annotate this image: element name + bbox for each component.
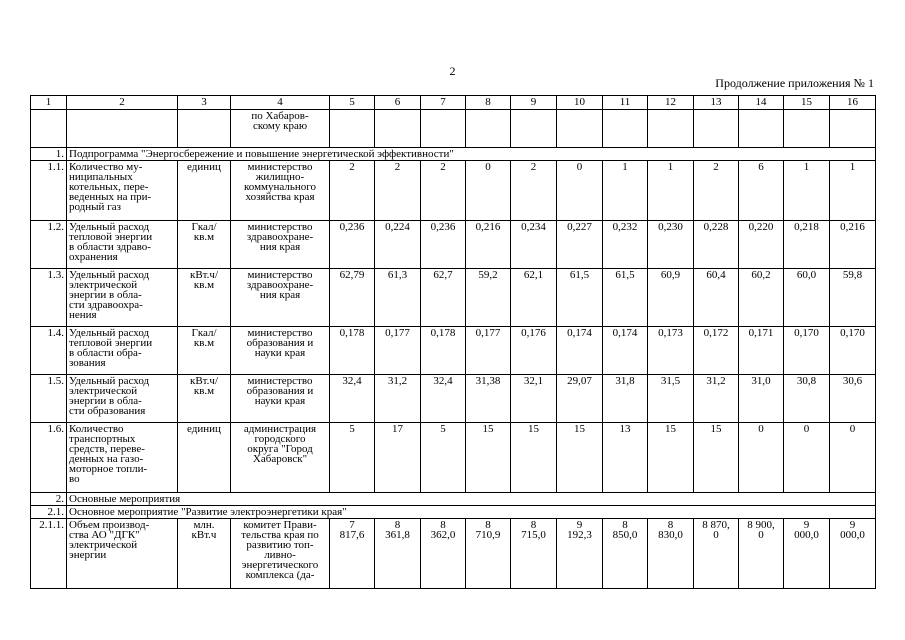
value-cell: 62,79 xyxy=(330,269,375,327)
unit-cell: единиц xyxy=(178,161,231,221)
value-cell: 61,5 xyxy=(603,269,648,327)
value-cell: 2 xyxy=(694,161,739,221)
indicators-table xyxy=(30,95,876,589)
value-cell: 0,170 xyxy=(784,327,830,375)
value-cell: 61,3 xyxy=(375,269,421,327)
value-cell: 15 xyxy=(466,423,511,493)
header-cell: 9 xyxy=(511,96,557,110)
indicator-name: Удельный расход электрической энергии в обла- сти образования xyxy=(67,375,178,423)
value-cell: 0,177 xyxy=(466,327,511,375)
header-row xyxy=(31,96,876,110)
value-cell: 8 870, 0 xyxy=(694,519,739,589)
header-cell: 14 xyxy=(739,96,784,110)
value-cell: 0,236 xyxy=(330,221,375,269)
continuation-row xyxy=(31,110,876,148)
value-cell: 0,216 xyxy=(830,221,876,269)
table-cell xyxy=(466,110,511,148)
value-cell: 0 xyxy=(466,161,511,221)
continuation-caption: Продолжение приложения № 1 xyxy=(715,76,874,90)
value-cell: 9 192,3 xyxy=(557,519,603,589)
header-cell: 13 xyxy=(694,96,739,110)
value-cell: 0,176 xyxy=(511,327,557,375)
value-cell: 6 xyxy=(739,161,784,221)
value-cell: 60,0 xyxy=(784,269,830,327)
unit-cell: Гкал/ кв.м xyxy=(178,327,231,375)
indicator-name: Удельный расход электрической энергии в обла- сти здравоохра- нения xyxy=(67,269,178,327)
value-cell: 60,9 xyxy=(648,269,694,327)
value-cell: 0,218 xyxy=(784,221,830,269)
value-cell: 8 715,0 xyxy=(511,519,557,589)
responsible-cell: министерство здравоохране- ния края xyxy=(231,221,330,269)
value-cell: 1 xyxy=(784,161,830,221)
value-cell: 0,220 xyxy=(739,221,784,269)
value-cell: 59,8 xyxy=(830,269,876,327)
value-cell: 13 xyxy=(603,423,648,493)
unit-cell: млн. кВт.ч xyxy=(178,519,231,589)
value-cell: 15 xyxy=(694,423,739,493)
row-number: 1.2. xyxy=(31,221,67,269)
section-row xyxy=(31,506,876,519)
table-cell xyxy=(67,110,178,148)
value-cell: 0,178 xyxy=(330,327,375,375)
value-cell: 0,178 xyxy=(421,327,466,375)
value-cell: 8 361,8 xyxy=(375,519,421,589)
unit-cell: кВт.ч/ кв.м xyxy=(178,375,231,423)
page-number: 2 xyxy=(449,64,456,78)
table-cell xyxy=(739,110,784,148)
value-cell: 31,8 xyxy=(603,375,648,423)
value-cell: 60,4 xyxy=(694,269,739,327)
row-number: 1.3. xyxy=(31,269,67,327)
responsible-cell: министерство здравоохране- ния края xyxy=(231,269,330,327)
header-cell: 6 xyxy=(375,96,421,110)
value-cell: 7 817,6 xyxy=(330,519,375,589)
table-row xyxy=(31,161,876,221)
table-cell xyxy=(31,110,67,148)
value-cell: 0 xyxy=(739,423,784,493)
value-cell: 62,1 xyxy=(511,269,557,327)
value-cell: 0 xyxy=(830,423,876,493)
table-row xyxy=(31,269,876,327)
value-cell: 61,5 xyxy=(557,269,603,327)
value-cell: 30,6 xyxy=(830,375,876,423)
row-number: 1.1. xyxy=(31,161,67,221)
value-cell: 9 000,0 xyxy=(784,519,830,589)
header-cell: 1 xyxy=(31,96,67,110)
value-cell: 15 xyxy=(648,423,694,493)
table-row xyxy=(31,375,876,423)
value-cell: 0,177 xyxy=(375,327,421,375)
row-number: 1. xyxy=(31,148,67,161)
value-cell: 32,1 xyxy=(511,375,557,423)
value-cell: 2 xyxy=(421,161,466,221)
unit-cell: кВт.ч/ кв.м xyxy=(178,269,231,327)
value-cell: 15 xyxy=(511,423,557,493)
section-title: Основные мероприятия xyxy=(67,493,876,506)
header-cell: 7 xyxy=(421,96,466,110)
indicator-name: Количество транспортных средств, переве- денных на газо- моторное топли- во xyxy=(67,423,178,493)
responsible-cell: министерство образования и науки края xyxy=(231,375,330,423)
row-number: 2.1. xyxy=(31,506,67,519)
value-cell: 0,232 xyxy=(603,221,648,269)
value-cell: 2 xyxy=(511,161,557,221)
table-row xyxy=(31,221,876,269)
table-cell xyxy=(330,110,375,148)
value-cell: 32,4 xyxy=(421,375,466,423)
value-cell: 8 710,9 xyxy=(466,519,511,589)
responsible-cell: комитет Прави- тельства края по развитию топ- ливно- энергетического комплекса (да- xyxy=(231,519,330,589)
value-cell: 0 xyxy=(784,423,830,493)
table-row xyxy=(31,327,876,375)
header-cell: 2 xyxy=(67,96,178,110)
value-cell: 0,224 xyxy=(375,221,421,269)
value-cell: 5 xyxy=(421,423,466,493)
value-cell: 31,2 xyxy=(694,375,739,423)
value-cell: 59,2 xyxy=(466,269,511,327)
table-cell xyxy=(648,110,694,148)
value-cell: 17 xyxy=(375,423,421,493)
indicator-name: Объем производ- ства АО "ДГК" электрической энергии xyxy=(67,519,178,589)
value-cell: 0,216 xyxy=(466,221,511,269)
indicator-name: Количество му- ниципальных котельных, пере- веденных на при- родный газ xyxy=(67,161,178,221)
value-cell: 32,4 xyxy=(330,375,375,423)
table-cell xyxy=(784,110,830,148)
header-cell: 10 xyxy=(557,96,603,110)
value-cell: 0,171 xyxy=(739,327,784,375)
table-row xyxy=(31,423,876,493)
value-cell: 1 xyxy=(830,161,876,221)
value-cell: 8 830,0 xyxy=(648,519,694,589)
header-cell: 4 xyxy=(231,96,330,110)
value-cell: 31,0 xyxy=(739,375,784,423)
value-cell: 0,173 xyxy=(648,327,694,375)
value-cell: 0,230 xyxy=(648,221,694,269)
responsible-cell: министерство жилищно- коммунального хозяйства края xyxy=(231,161,330,221)
value-cell: 31,38 xyxy=(466,375,511,423)
value-cell: 0,174 xyxy=(603,327,648,375)
value-cell: 60,2 xyxy=(739,269,784,327)
row-number: 1.5. xyxy=(31,375,67,423)
value-cell: 9 000,0 xyxy=(830,519,876,589)
value-cell: 1 xyxy=(648,161,694,221)
value-cell: 0,227 xyxy=(557,221,603,269)
value-cell: 0,170 xyxy=(830,327,876,375)
value-cell: 8 850,0 xyxy=(603,519,648,589)
header-cell: 11 xyxy=(603,96,648,110)
unit-cell: Гкал/ кв.м xyxy=(178,221,231,269)
section-row xyxy=(31,493,876,506)
value-cell: 2 xyxy=(375,161,421,221)
responsible-cell: по Хабаров- скому краю xyxy=(231,110,330,148)
table-cell xyxy=(830,110,876,148)
header-cell: 12 xyxy=(648,96,694,110)
table-body xyxy=(31,96,876,589)
value-cell: 5 xyxy=(330,423,375,493)
header-cell: 5 xyxy=(330,96,375,110)
header-cell: 8 xyxy=(466,96,511,110)
table-cell xyxy=(557,110,603,148)
value-cell: 0 xyxy=(557,161,603,221)
value-cell: 29,07 xyxy=(557,375,603,423)
indicator-name: Удельный расход тепловой энергии в области обра- зования xyxy=(67,327,178,375)
header-cell: 16 xyxy=(830,96,876,110)
value-cell: 31,2 xyxy=(375,375,421,423)
value-cell: 31,5 xyxy=(648,375,694,423)
value-cell: 0,174 xyxy=(557,327,603,375)
row-number: 1.4. xyxy=(31,327,67,375)
table-cell xyxy=(178,110,231,148)
table-row xyxy=(31,519,876,589)
table-cell xyxy=(511,110,557,148)
value-cell: 0,234 xyxy=(511,221,557,269)
table-cell xyxy=(421,110,466,148)
value-cell: 8 900, 0 xyxy=(739,519,784,589)
value-cell: 8 362,0 xyxy=(421,519,466,589)
value-cell: 15 xyxy=(557,423,603,493)
header-cell: 3 xyxy=(178,96,231,110)
value-cell: 62,7 xyxy=(421,269,466,327)
row-number: 1.6. xyxy=(31,423,67,493)
row-number: 2.1.1. xyxy=(31,519,67,589)
responsible-cell: администрация городского округа "Город Хабаровск" xyxy=(231,423,330,493)
header-cell: 15 xyxy=(784,96,830,110)
row-number: 2. xyxy=(31,493,67,506)
value-cell: 0,172 xyxy=(694,327,739,375)
table-cell xyxy=(694,110,739,148)
value-cell: 1 xyxy=(603,161,648,221)
section-title: Подпрограмма "Энергосбережение и повышение энергетической эффективности" xyxy=(67,148,876,161)
value-cell: 0,236 xyxy=(421,221,466,269)
indicator-name: Удельный расход тепловой энергии в области здраво- охранения xyxy=(67,221,178,269)
value-cell: 30,8 xyxy=(784,375,830,423)
table-cell xyxy=(603,110,648,148)
value-cell: 0,228 xyxy=(694,221,739,269)
section-title: Основное мероприятие "Развитие электроэнергетики края" xyxy=(67,506,876,519)
section-row xyxy=(31,148,876,161)
unit-cell: единиц xyxy=(178,423,231,493)
value-cell: 2 xyxy=(330,161,375,221)
table-cell xyxy=(375,110,421,148)
responsible-cell: министерство образования и науки края xyxy=(231,327,330,375)
